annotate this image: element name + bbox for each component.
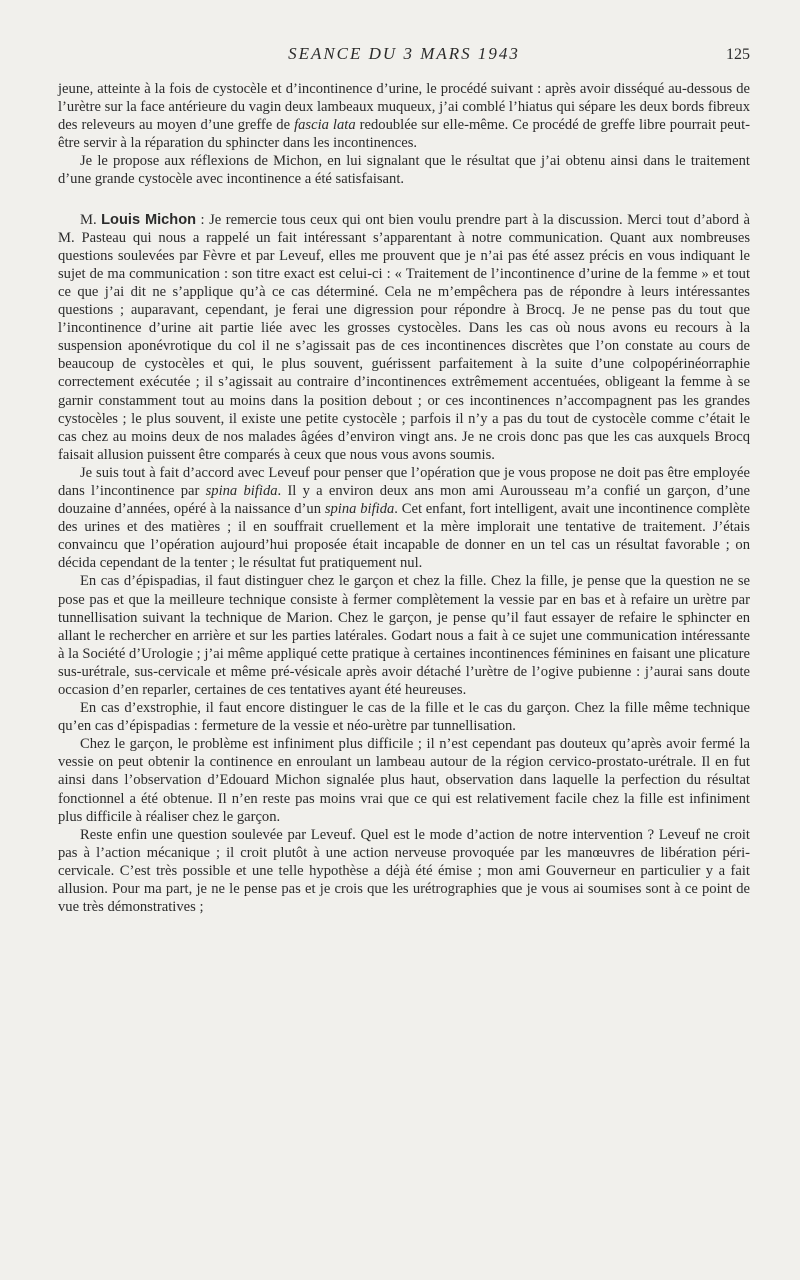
paragraph-7: Chez le garçon, le problème est infiniment plus difficile ; il n’est cependant pas douteux qu’après avoir fermé la vessie on peut obtenir la continence en enroulant un lambeau autour de la région cervico-prostato-urétrale. Il en fut ainsi dans l’observation d’Edouard Michon signalée plus haut, observation dans laquelle la perfection du résultat fonctionnel a été obtenue. Il n’en reste pas moins vrai que ce qui est relativement facile chez la fille est infiniment plus difficile à réaliser chez le garçon. <box>58 736 750 825</box>
paragraph-1-text-c: redoublée sur elle-même. Ce procédé de greffe libre pourrait peut-être servir à la réparation du sphincter dans les incontinences. <box>58 117 750 152</box>
page-number: 125 <box>726 46 750 63</box>
paragraph-8: Reste enfin une question soulevée par Leveuf. Quel est le mode d’action de notre intervention ? Leveuf ne croit pas à l’action mécanique ; il croit plutôt à une action nerveuse provoquée par les manœuvres de libération péri-cervicale. C’est très possible et une telle hypothèse a déjà été émise ; mon ami Gouverneur en particulier y a fait allusion. Pour ma part, je ne le pense pas et je crois que les urétrographies que je vous ai soumises sont à ce point de vue très démonstratives ; <box>58 826 750 916</box>
page-header <box>58 44 750 68</box>
paragraph-6: En cas d’exstrophie, il faut encore distinguer le cas de la fille et le cas du garçon. Chez la fille même technique qu’en cas d’épispadias : fermeture de la vessie et néo-urètre par tunnellisation. <box>58 700 750 735</box>
paragraph-4-text-a: Je suis tout à fait d’accord avec Leveuf pour penser que l’opération que je vous propose ne doit pas être employée dans l’incontinence par <box>58 464 750 499</box>
running-head: SEANCE DU 3 MARS 1943 <box>288 44 520 63</box>
paragraph-4-text-e: . Cet enfant, fort intelligent, avait une incontinence complète des urines et des matières ; il en souffrait cruellement et la mère implorait une tentative de traitement. J’étais convaincu que l’opération aujourd’hui proposée était incapable de donner en un tel cas un résultat favorable ; on décida cependant de la tenter ; le résultat fut pratiquement nul. <box>58 501 751 572</box>
speaker-name: Louis Michon <box>101 211 197 228</box>
paragraph-3 <box>58 211 750 464</box>
paragraph-2: Je le propose aux réflexions de Michon, en lui signalant que le résultat que j’ai obtenu ainsi dans le traitement d’une grande cystocèle avec incontinence a été satisfaisant. <box>58 153 750 188</box>
paragraph-1 <box>58 80 750 152</box>
paragraph-1-italic: fascia lata <box>294 117 356 134</box>
paragraph-4-italic-d: spina bifida <box>324 501 395 518</box>
paragraph-1-text-a: jeune, atteinte à la fois de cystocèle et d’incontinence d’urine, le procédé suivant : après avoir disséqué au-dessous de l’urètre sur la face antérieure du vagin deux lambeaux muqueux, j’ai comblé l’hiatus qui sépare les deux bords fibreux des releveurs au moyen d’une greffe de <box>58 81 750 134</box>
paragraph-4 <box>58 464 750 573</box>
paragraph-3-text: : Je remercie tous ceux qui ont bien voulu prendre part à la discussion. Merci tout d’abord à M. Pasteau qui nous a rappelé un fait intéressant s’apparentant à notre communication. Quant aux nombreuses questions soulevées par Fèvre et par Leveuf, elles me prouvent que je n’ai pas été assez précis en vous indiquant le sujet de ma communication : son titre exact est celui-ci : « Traitement de l’incontinence d’urine de la femme » et tout ce que j’ai dit ne s’applique qu’à ce cas déterminé. Cela ne m’empêchera pas de répondre à leurs intéressantes questions ; auparavant, cependant, je ferai une digression pour répondre à Brocq. Je ne pense pas du tout que l’incontinence d’urine ait partie liée avec les grosses cystocèles. Dans les cas où nous avons eu recours à la suspension aponévrotique du col il ne s’agissait pas de ces incontinences discrètes que l’on constate au cours de beaucoup de cystocèles et qui, le plus souvent, guérissent parfaitement à la suite d’une colpopérinéorraphie correctement exécutée ; il s’agissait au contraire d’incontinences extrêmement accentuées, obligeant la femme à se garnir constamment tout au moins dans la position debout ; or ces incontinences n’accompagnent pas les grandes cystocèles ; le plus souvent, il existe une petite cystocèle ; parfois il n’y a pas du tout de cystocèle comme c’était le cas chez au moins deux de nos malades âgées d’environ vingt ans. Je ne crois donc pas que les cas auxquels Brocq faisait allusion puissent être comparés à ceux que nous vous avons soumis. <box>58 211 751 463</box>
paragraph-4-text-c: . Il y a environ deux ans mon ami Aurousseau m’a confié un garçon, d’une douzaine d’années, opéré à la naissance d’un <box>58 482 750 518</box>
body-text <box>58 80 750 916</box>
paragraph-4-italic-b: spina bifida <box>205 482 278 499</box>
speaker-prefix: M. <box>80 211 102 228</box>
paragraph-5: En cas d’épispadias, il faut distinguer chez le garçon et chez la fille. Chez la fille, je pense que la question ne se pose pas et que la meilleure technique consiste à fermer complètement la vessie par en bas et à refaire un urètre par tunnellisation suivant la technique de Marion. Chez le garçon, je pense qu’il faut essayer de refaire le sphincter en allant le rechercher en arrière et sur les parties latérales. Godart nous a fait à ce sujet une communication intéressante à la Société d’Urologie ; j’ai même appliqué cette pratique à certaines incontinences féminines en faisant une plicature sus-urétrale, sus-cervicale et même pré-vésicale après avoir détaché l’urètre de l’ogive pubienne : j’aurai sans doute occasion d’en reparler, certaines de ces tentatives ayant été heureuses. <box>58 573 750 698</box>
